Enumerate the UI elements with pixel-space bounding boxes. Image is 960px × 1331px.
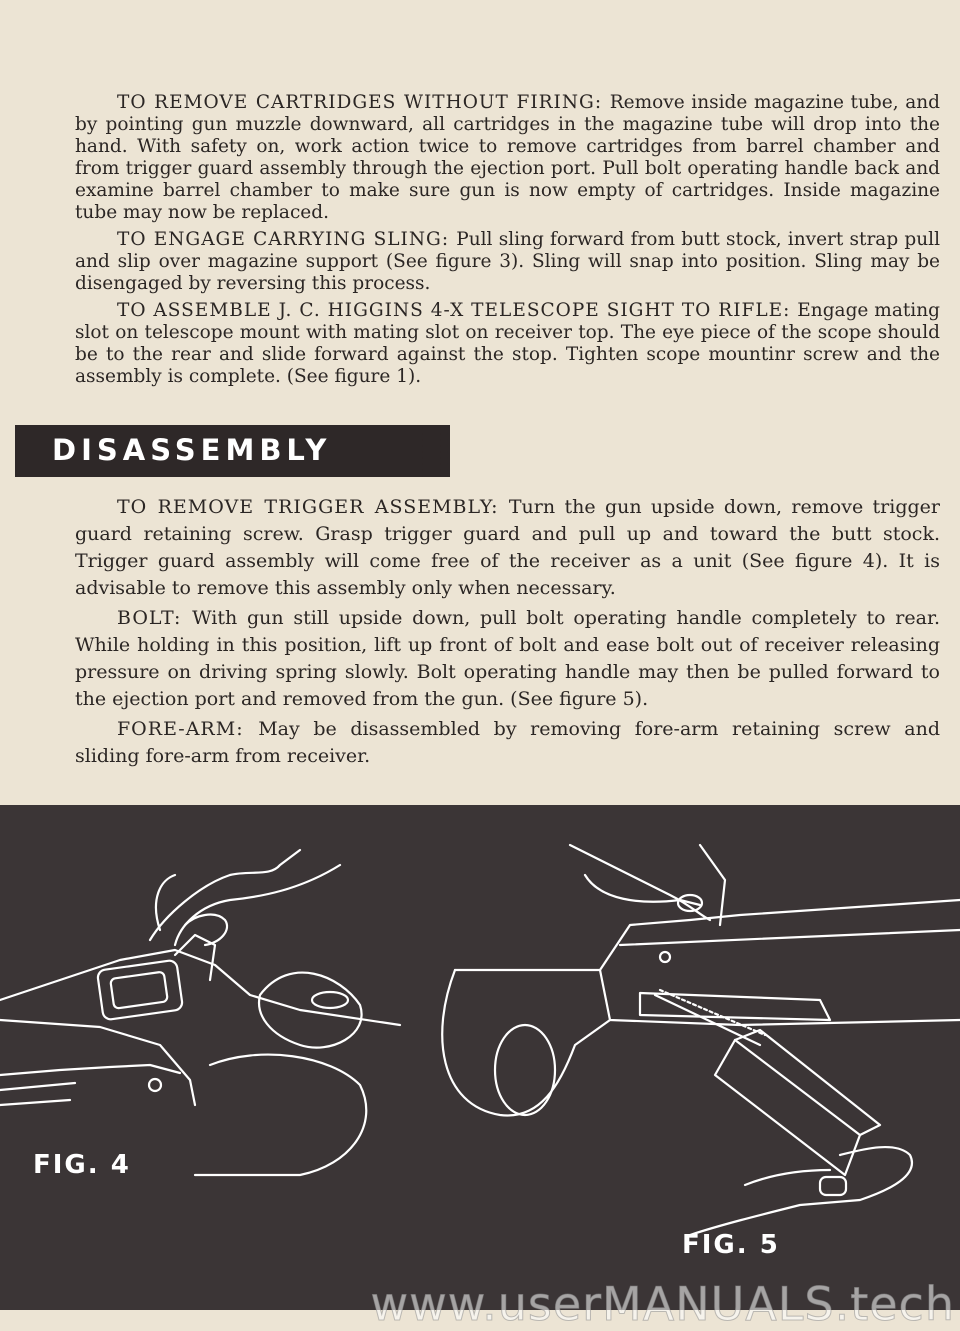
illustrations <box>0 805 960 1310</box>
fig4-label: FIG. 4 <box>33 1150 131 1180</box>
fig5-label: FIG. 5 <box>682 1230 780 1260</box>
heading-trigger-assembly: TO REMOVE TRIGGER ASSEMBLY: <box>117 496 509 518</box>
text-carrying-sling: Pull sling forward from butt stock, invert strap pull and slip over magazine support (See figure 3). Sling will snap into position. Sling may be disengaged by reversing this process. <box>75 229 940 294</box>
heading-telescope-sight: TO ASSEMBLE J. C. HIGGINS 4-X TELESCOPE SIGHT TO RIFLE: <box>117 300 798 321</box>
text-trigger-assembly: Turn the gun upside down, remove trigger guard retaining screw. Grasp trigger guard and pull up and toward the butt stock. Trigger guard assembly will come free of the receiver as a unit (See figure 4). It is advisable to remove this assembly only when necessary. <box>75 496 940 599</box>
text-fore-arm: May be disassembled by removing fore-arm retaining screw and sliding fore-arm from receiver. <box>75 718 940 767</box>
fig5-illustration <box>442 845 960 1235</box>
figure-panel <box>0 805 960 1310</box>
paragraph-telescope-sight <box>75 300 940 388</box>
paragraph-fore-arm <box>75 716 940 770</box>
paragraph-carrying-sling <box>75 229 940 295</box>
disassembly-instructions <box>75 494 940 773</box>
paragraph-remove-cartridges <box>75 92 940 224</box>
section-title-disassembly: DISASSEMBLY <box>52 433 332 467</box>
heading-bolt: BOLT: <box>117 607 193 629</box>
heading-carrying-sling: TO ENGAGE CARRYING SLING: <box>117 229 457 250</box>
paragraph-bolt <box>75 605 940 713</box>
banner-dot-fade <box>360 425 450 477</box>
fig4-illustration <box>0 850 400 1175</box>
text-remove-cartridges: Remove inside magazine tube, and by pointing gun muzzle downward, all cartridges in the magazine tube will drop into the hand. With safety on, work action twice to remove cartridges from barrel chamber and from trigger guard assembly through the ejection port. Pull bolt operating handle back and examine barrel chamber to make sure gun is now empty of cartridges. Inside magazine tube may now be replaced. <box>75 92 940 223</box>
text-telescope-sight: Engage mating slot on telescope mount with mating slot on receiver top. The eye piece of the scope should be to the rear and slide forward against the stop. Tighten scope mountinr screw and the assembly is complete. (See figure 1). <box>75 300 940 387</box>
paragraph-trigger-assembly <box>75 494 940 602</box>
top-instructions <box>75 92 940 393</box>
heading-remove-cartridges: TO REMOVE CARTRIDGES WITHOUT FIRING: <box>117 92 610 113</box>
text-bolt: With gun still upside down, pull bolt operating handle completely to rear. While holding in this position, lift up front of bolt and ease bolt out of receiver releasing pressure on driving spring slowly. Bolt operating handle may then be pulled forward to the ejection port and removed from the gun. (See figure 5). <box>75 607 940 710</box>
disassembly-banner <box>15 425 450 477</box>
watermark: www.userMANUALS.tech <box>370 1277 955 1331</box>
heading-fore-arm: FORE-ARM: <box>117 718 259 740</box>
